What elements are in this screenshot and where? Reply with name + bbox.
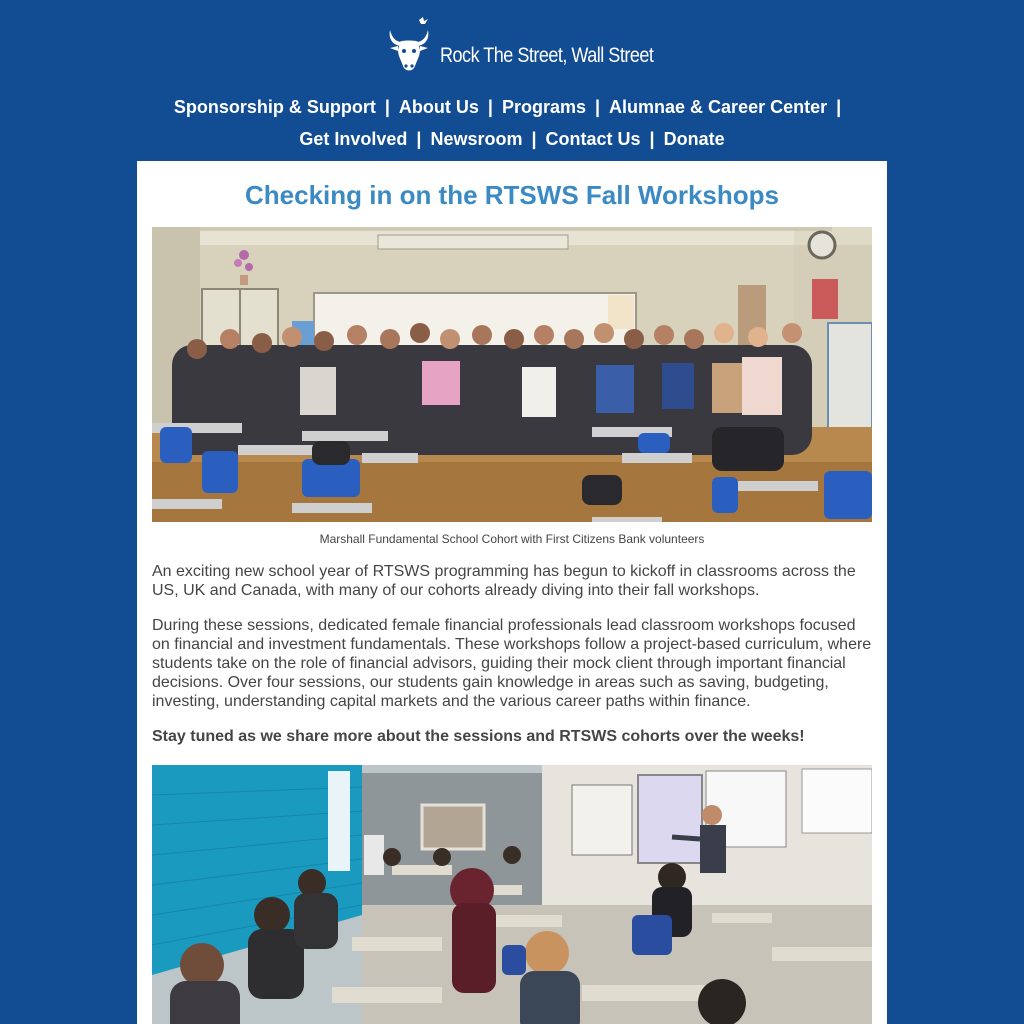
- main-nav-row-1: [0, 97, 1024, 118]
- nav-link-about-us[interactable]: About Us: [398, 97, 479, 117]
- nav-link-sponsorship[interactable]: Sponsorship & Support: [173, 97, 376, 117]
- article-paragraph: During these sessions, dedicated female financial professionals lead classroom workshops focused on financial and investment fundamentals. These workshops follow a project-based curriculum, where students take on the role of financial advisors, guiding their mock client through important financial decisions. Over four sessions, our students gain knowledge in areas such as saving, budgeting, investing, understanding capital markets and the various career paths within finance.: [152, 617, 872, 710]
- brand-logo[interactable]: [386, 16, 688, 76]
- header: [0, 0, 1024, 160]
- nav-link-contact-us[interactable]: Contact Us: [545, 129, 641, 149]
- nav-link-programs[interactable]: Programs: [501, 97, 586, 117]
- workshop-classroom-photo: [152, 765, 872, 1024]
- nav-separator: |: [649, 129, 655, 149]
- nav-separator: |: [384, 97, 390, 117]
- nav-separator: |: [836, 97, 842, 117]
- article-paragraph: An exciting new school year of RTSWS programming has begun to kickoff in classrooms across the US, UK and Canada, with many of our cohorts already diving into their fall workshops.: [152, 563, 856, 599]
- nav-separator: |: [416, 129, 422, 149]
- article-closing-paragraph: Stay tuned as we share more about the sessions and RTSWS cohorts over the weeks!: [152, 728, 805, 745]
- nav-separator: |: [594, 97, 601, 117]
- nav-link-donate[interactable]: Donate: [663, 129, 725, 149]
- nav-link-newsroom[interactable]: Newsroom: [430, 129, 523, 149]
- photo-caption: Marshall Fundamental School Cohort with First Citizens Bank volunteers: [319, 532, 705, 546]
- nav-link-get-involved[interactable]: Get Involved: [299, 129, 408, 149]
- cohort-group-photo: [152, 227, 872, 522]
- brand-name: Rock The Street, Wall Street: [440, 44, 654, 67]
- nav-separator: |: [531, 129, 537, 149]
- nav-link-alumnae-career-center[interactable]: Alumnae & Career Center: [609, 97, 828, 117]
- main-nav-row-2: [0, 129, 1024, 150]
- article-title: Checking in on the RTSWS Fall Workshops: [244, 180, 779, 210]
- nav-separator: |: [487, 97, 493, 117]
- bull-icon: [386, 16, 432, 76]
